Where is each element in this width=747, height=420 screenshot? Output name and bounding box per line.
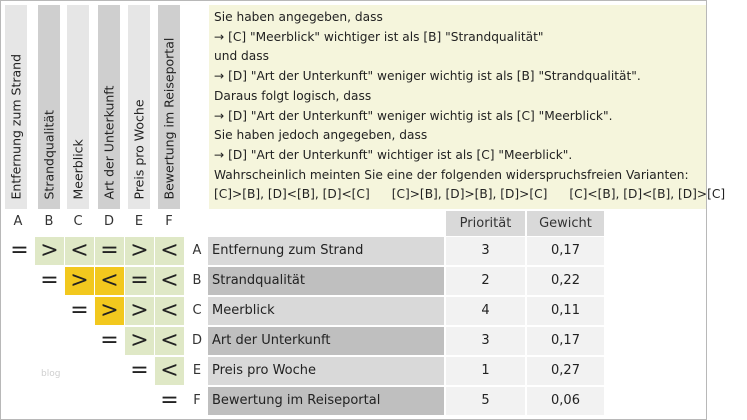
criterion-name: Strandqualität <box>208 267 444 295</box>
warning-line: → [D] "Art der Unterkunft" wichtiger ist als [C] "Meerblick". <box>214 147 573 162</box>
priority-value: 3 <box>446 327 525 355</box>
matrix-cell-e-f[interactable]: < <box>155 357 184 385</box>
matrix-cell-b-f[interactable]: < <box>155 267 184 295</box>
warning-line: → [D] "Art der Unterkunft" weniger wichtig ist als [B] "Strandqualität". <box>214 69 641 84</box>
warning-line: Sie haben angegeben, dass <box>214 10 383 24</box>
matrix-cell-f-f: = <box>155 387 184 415</box>
matrix-cell-a-d[interactable]: = <box>95 237 124 265</box>
matrix-cell-b-c[interactable]: > <box>65 267 94 295</box>
criterion-name: Preis pro Woche <box>208 357 444 385</box>
priority-header: Priorität <box>446 211 525 236</box>
consistency-warning <box>209 5 726 209</box>
matrix-cell-b-b: = <box>35 267 64 295</box>
matrix-cell-a-a: = <box>5 237 34 265</box>
weight-value: 0,06 <box>527 387 604 415</box>
criterion-name: Bewertung im Reiseportal <box>208 387 444 415</box>
row-letter: F <box>193 393 201 408</box>
column-letter: E <box>134 214 144 229</box>
matrix-cell-a-e[interactable]: > <box>125 237 154 265</box>
column-header-b <box>38 5 60 209</box>
matrix-cell-d-e[interactable]: > <box>125 327 154 355</box>
column-header-d <box>98 5 120 209</box>
column-header-f <box>158 5 180 209</box>
row-letter: A <box>192 243 202 258</box>
criterion-name: Art der Unterkunft <box>208 327 444 355</box>
column-header-label: Meerblick <box>70 139 86 200</box>
matrix-cell-a-b[interactable]: > <box>35 237 64 265</box>
warning-line: und dass <box>214 49 269 64</box>
warning-line: Daraus folgt logisch, dass <box>214 88 372 103</box>
matrix-cell-c-c: = <box>65 297 94 325</box>
priority-value: 3 <box>446 237 525 265</box>
weight-value: 0,17 <box>527 237 604 265</box>
row-letter: E <box>192 363 202 378</box>
row-letter: D <box>191 333 202 348</box>
criterion-name: Meerblick <box>208 297 444 325</box>
column-header-a <box>5 5 27 209</box>
matrix-cell-a-c[interactable]: < <box>65 237 94 265</box>
priority-value: 2 <box>446 267 525 295</box>
variant-list <box>214 185 726 205</box>
weight-value: 0,17 <box>527 327 604 355</box>
variant-option[interactable]: [C]>[B], [D]<[B], [D]<[C] <box>214 187 370 202</box>
column-header-label: Art der Unterkunft <box>101 85 117 200</box>
column-header-label: Entfernung zum Strand <box>8 53 24 200</box>
column-letter: F <box>165 214 173 229</box>
column-letter: D <box>103 214 114 229</box>
matrix-cell-b-d[interactable]: < <box>95 267 124 295</box>
priority-value: 1 <box>446 357 525 385</box>
matrix-cell-c-f[interactable]: < <box>155 297 184 325</box>
column-letter: A <box>13 214 23 229</box>
matrix-cell-c-d[interactable]: > <box>95 297 124 325</box>
matrix-cell-c-e[interactable]: > <box>125 297 154 325</box>
row-letter: C <box>192 303 202 318</box>
column-header-e <box>128 5 150 209</box>
column-header-c <box>67 5 89 209</box>
matrix-cell-d-d: = <box>95 327 124 355</box>
column-header-label: Strandqualität <box>41 110 57 200</box>
warning-line: → [D] "Art der Unterkunft" weniger wichtig ist als [C] "Meerblick". <box>214 108 613 123</box>
watermark: blog <box>41 369 61 379</box>
weight-value: 0,22 <box>527 267 604 295</box>
warning-line: → [C] "Meerblick" wichtiger ist als [B] "Strandqualität" <box>214 29 544 44</box>
weight-value: 0,27 <box>527 357 604 385</box>
column-header-label: Bewertung im Reiseportal <box>161 37 177 200</box>
weight-header: Gewicht <box>527 211 604 236</box>
weight-value: 0,11 <box>527 297 604 325</box>
matrix-cell-e-e: = <box>125 357 154 385</box>
column-letter: C <box>73 214 83 229</box>
matrix-cell-d-f[interactable]: < <box>155 327 184 355</box>
column-header-label: Preis pro Woche <box>131 99 147 200</box>
variant-option[interactable]: [C]<[B], [D]<[B], [D]>[C] <box>569 187 726 202</box>
row-letter: B <box>192 273 202 288</box>
matrix-cell-a-f[interactable]: < <box>155 237 184 265</box>
matrix-cell-b-e[interactable]: = <box>125 267 154 295</box>
variant-option[interactable]: [C]>[B], [D]>[B], [D]>[C] <box>391 187 548 202</box>
warning-line: Wahrscheinlich meinten Sie eine der folgenden widerspruchsfreien Varianten: <box>214 167 689 182</box>
priority-value: 4 <box>446 297 525 325</box>
criterion-name: Entfernung zum Strand <box>208 237 444 265</box>
priority-value: 5 <box>446 387 525 415</box>
warning-line: Sie haben jedoch angegeben, dass <box>214 128 428 143</box>
column-letter: B <box>44 214 54 229</box>
